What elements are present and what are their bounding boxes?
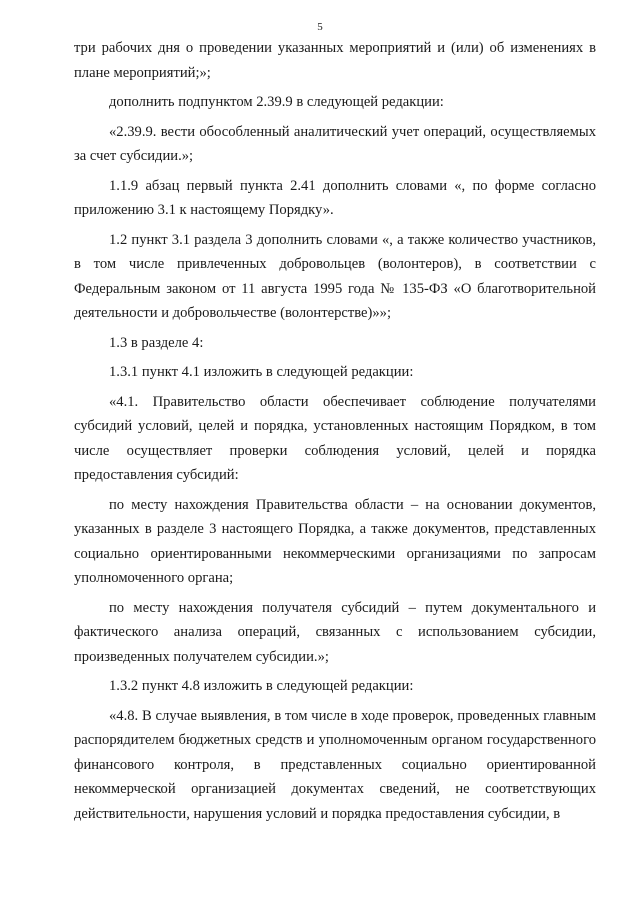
paragraph: 1.1.9 абзац первый пункта 2.41 дополнить словами «, по форме согласно приложению 3.1 к настоящему Порядку». bbox=[74, 177, 596, 218]
paragraph: 1.2 пункт 3.1 раздела 3 дополнить словами «, а также количество участников, в том числе привлеченных добровольцев (волонтеров), в соответствии с Федеральным законом от 11 августа 1995 года № 135-ФЗ «О благотворительной деятельности и добровольчестве (волонтерстве)»»; bbox=[74, 231, 596, 321]
paragraph: 1.3.2 пункт 4.8 изложить в следующей редакции: bbox=[109, 678, 414, 694]
paragraph: «4.8. В случае выявления, в том числе в ходе проверок, проведенных главным распорядителем бюджетных средств и уполномоченным органом государственного финансового контроля, в представленных социально ориентированной некоммерческой организацией документах сведений, не соответствующих действительности, нарушения условий и порядка предоставления субсидии, в bbox=[74, 707, 596, 822]
paragraph: «4.1. Правительство области обеспечивает соблюдение получателями субсидий условий, целей и порядка, установленных настоящим Порядком, в том числе осуществляет проверки соблюдения условий, целей и порядка предоставления субсидий: bbox=[74, 393, 596, 483]
paragraph: дополнить подпунктом 2.39.9 в следующей редакции: bbox=[109, 94, 444, 110]
paragraph: «2.39.9. вести обособленный аналитический учет операций, осуществляемых за счет субсидии.»; bbox=[74, 123, 596, 164]
page-number: 5 bbox=[317, 21, 323, 33]
paragraph: три рабочих дня о проведении указанных мероприятий и (или) об изменениях в плане мероприятий;»; bbox=[74, 40, 596, 81]
paragraph: по месту нахождения Правительства области – на основании документов, указанных в разделе 3 настоящего Порядка, а также документов, представленных социально ориентированными некоммерческими организациями по запросам уполномоченного органа; bbox=[74, 496, 596, 586]
document-body bbox=[74, 36, 596, 831]
paragraph: 1.3 в разделе 4: bbox=[109, 334, 204, 351]
paragraph: по месту нахождения получателя субсидий – путем документального и фактического анализа операций, связанных с использованием субсидии, произведенных получателем субсидии.»; bbox=[74, 599, 596, 665]
paragraph: 1.3.1 пункт 4.1 изложить в следующей редакции: bbox=[109, 364, 414, 380]
